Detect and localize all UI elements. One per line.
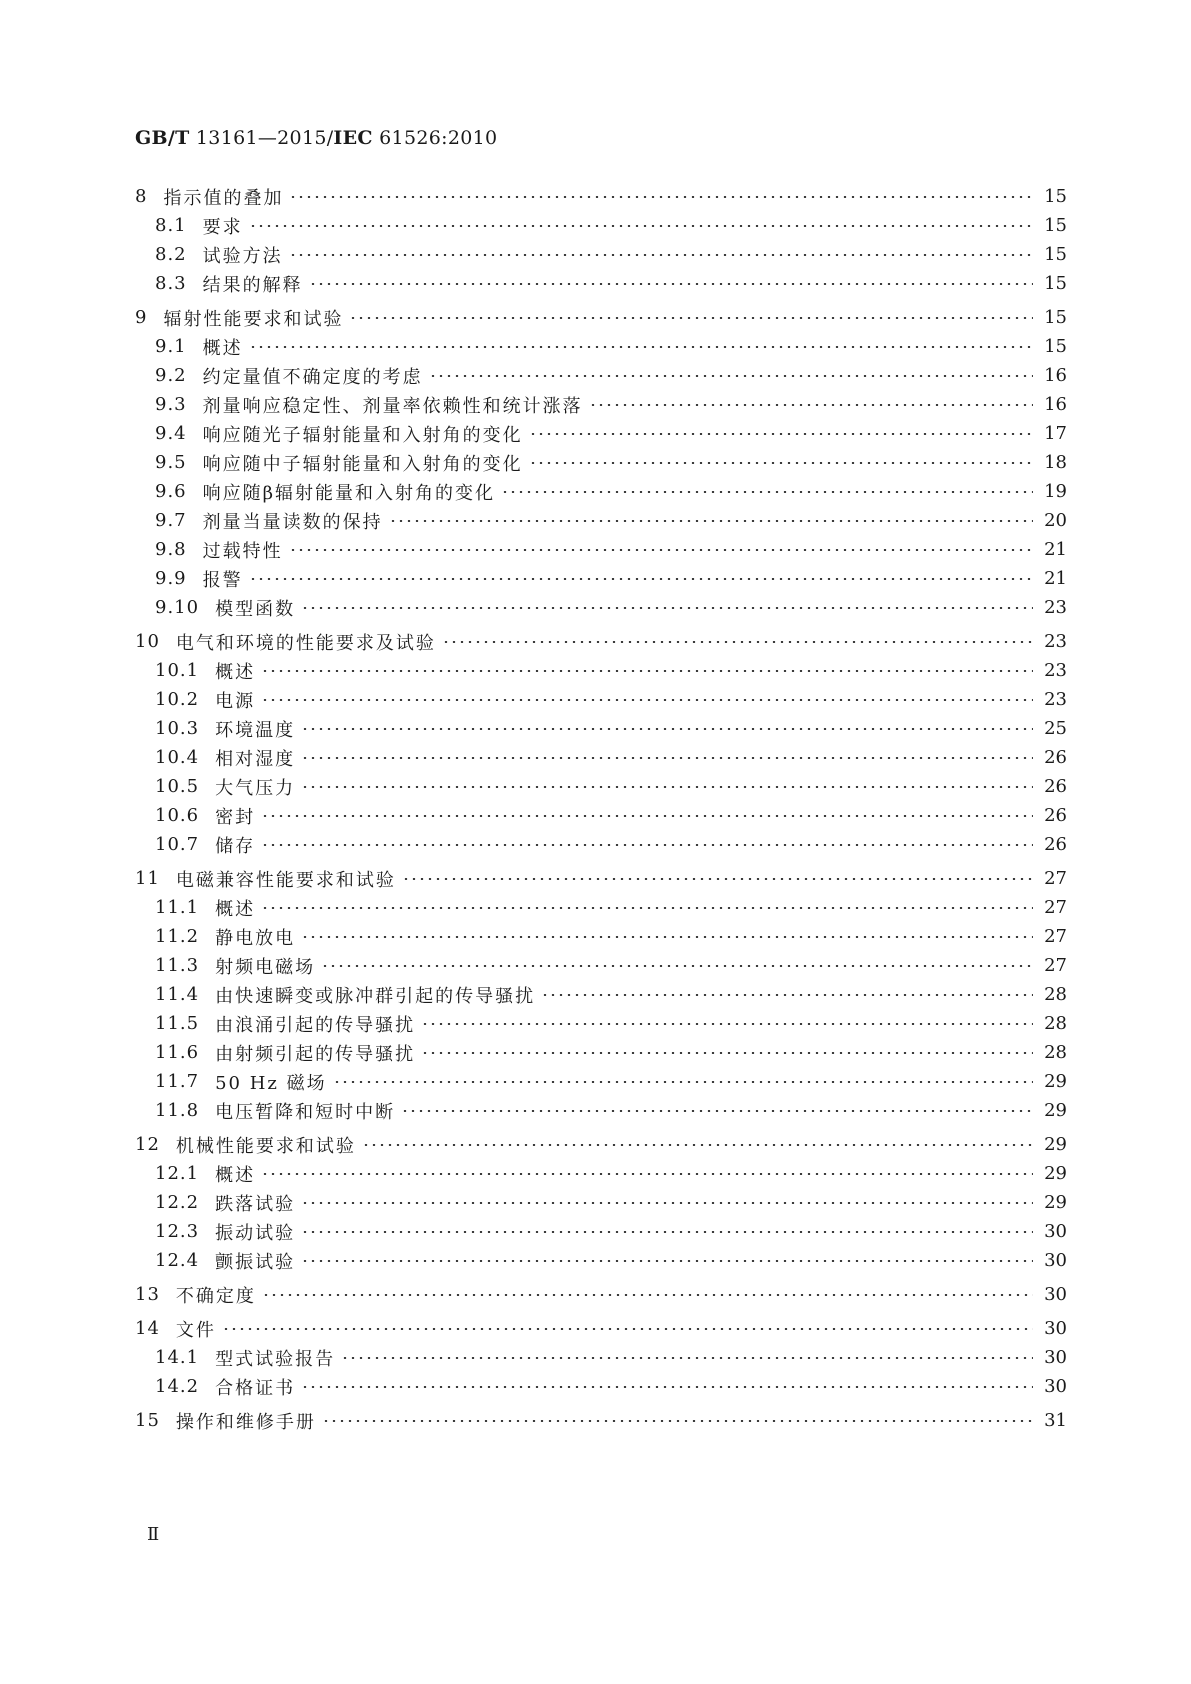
dot-leader bbox=[301, 936, 1033, 938]
toc-entry[interactable] bbox=[135, 1129, 1067, 1160]
toc-entry[interactable] bbox=[135, 239, 1067, 270]
dot-leader bbox=[261, 670, 1033, 672]
toc-entry-page: 21 bbox=[1044, 539, 1067, 560]
toc-entry-number: 11.8 bbox=[155, 1100, 200, 1121]
dot-leader bbox=[261, 815, 1033, 817]
toc-entry-page: 23 bbox=[1044, 631, 1067, 652]
toc-entry-number: 12 bbox=[135, 1134, 160, 1155]
toc-entry-page: 21 bbox=[1044, 568, 1067, 589]
toc-entry-title: 不确定度 bbox=[175, 1285, 256, 1307]
toc-entry-number: 10.2 bbox=[155, 689, 200, 710]
toc-entry-page: 30 bbox=[1044, 1347, 1067, 1368]
toc-entry[interactable] bbox=[135, 892, 1067, 923]
dot-leader bbox=[541, 994, 1033, 996]
toc-entry-title: 环境温度 bbox=[215, 719, 296, 741]
toc-entry-page: 28 bbox=[1044, 1042, 1067, 1063]
toc-entry-title: 电源 bbox=[215, 690, 256, 712]
dot-leader bbox=[301, 757, 1033, 759]
toc-entry-page: 15 bbox=[1044, 273, 1067, 294]
toc-entry-number: 9 bbox=[135, 307, 148, 328]
toc-entry-page: 15 bbox=[1044, 186, 1067, 207]
toc-entry-number: 8.1 bbox=[155, 215, 187, 236]
toc-entry-title: 型式试验报告 bbox=[215, 1348, 336, 1370]
toc-entry[interactable] bbox=[135, 1371, 1067, 1402]
toc-entry[interactable] bbox=[135, 331, 1067, 362]
toc-entry-page: 28 bbox=[1044, 984, 1067, 1005]
dot-leader bbox=[249, 225, 1033, 227]
toc-entry-title: 电气和环境的性能要求及试验 bbox=[175, 632, 436, 654]
toc-entry-number: 12.1 bbox=[155, 1163, 200, 1184]
toc-entry[interactable] bbox=[135, 592, 1067, 623]
toc-entry-number: 14.2 bbox=[155, 1376, 200, 1397]
dot-leader bbox=[529, 462, 1033, 464]
toc-entry-title: 电压暂降和短时中断 bbox=[215, 1101, 396, 1123]
toc-entry[interactable] bbox=[135, 771, 1067, 802]
toc-entry-page: 15 bbox=[1044, 307, 1067, 328]
toc-entry[interactable] bbox=[135, 1279, 1067, 1310]
toc-entry[interactable] bbox=[135, 713, 1067, 744]
toc-entry-number: 10.3 bbox=[155, 718, 200, 739]
dot-leader bbox=[222, 1328, 1033, 1330]
toc-entry-number: 13 bbox=[135, 1284, 160, 1305]
toc-entry-page: 26 bbox=[1044, 776, 1067, 797]
toc-entry-title: 合格证书 bbox=[215, 1377, 296, 1399]
toc-entry-title: 机械性能要求和试验 bbox=[175, 1135, 356, 1157]
toc-entry-title: 试验方法 bbox=[202, 245, 283, 267]
toc-entry-number: 9.5 bbox=[155, 452, 187, 473]
toc-entry-page: 16 bbox=[1044, 365, 1067, 386]
toc-entry-number: 11 bbox=[135, 868, 160, 889]
dot-leader bbox=[301, 1202, 1033, 1204]
toc-entry-title: 相对湿度 bbox=[215, 748, 296, 770]
toc-entry[interactable] bbox=[135, 360, 1067, 391]
dot-leader bbox=[301, 1386, 1033, 1388]
toc-entry-page: 27 bbox=[1044, 868, 1067, 889]
toc-entry-page: 15 bbox=[1044, 336, 1067, 357]
dot-leader bbox=[429, 375, 1033, 377]
toc-entry-number: 11.5 bbox=[155, 1013, 200, 1034]
toc-entry[interactable] bbox=[135, 1095, 1067, 1126]
toc-entry[interactable] bbox=[135, 1158, 1067, 1189]
toc-entry[interactable] bbox=[135, 418, 1067, 449]
standard-code: 13161—2015/ bbox=[195, 127, 334, 149]
dot-leader bbox=[349, 317, 1033, 319]
toc-entry-page: 29 bbox=[1044, 1134, 1067, 1155]
toc-entry-number: 10.1 bbox=[155, 660, 200, 681]
toc-entry[interactable] bbox=[135, 1342, 1067, 1373]
dot-leader bbox=[333, 1081, 1033, 1083]
toc-entry-page: 29 bbox=[1044, 1071, 1067, 1092]
toc-entry-page: 18 bbox=[1044, 452, 1067, 473]
toc-entry[interactable] bbox=[135, 742, 1067, 773]
toc-entry-title: 指示值的叠加 bbox=[163, 187, 284, 209]
toc-entry-number: 10.4 bbox=[155, 747, 200, 768]
toc-entry-page: 19 bbox=[1044, 481, 1067, 502]
dot-leader bbox=[301, 1231, 1033, 1233]
toc-entry[interactable] bbox=[135, 302, 1067, 333]
toc-entry-page: 23 bbox=[1044, 689, 1067, 710]
toc-entry-number: 9.4 bbox=[155, 423, 187, 444]
toc-entry-number: 9.8 bbox=[155, 539, 187, 560]
toc-entry[interactable] bbox=[135, 863, 1067, 894]
toc-entry-page: 28 bbox=[1044, 1013, 1067, 1034]
toc-entry-number: 15 bbox=[135, 1410, 160, 1431]
toc-entry-page: 23 bbox=[1044, 597, 1067, 618]
toc-entry[interactable] bbox=[135, 1008, 1067, 1039]
toc-entry-page: 29 bbox=[1044, 1192, 1067, 1213]
dot-leader bbox=[289, 549, 1033, 551]
toc-entry-title: 响应随光子辐射能量和入射角的变化 bbox=[202, 424, 523, 446]
dot-leader bbox=[362, 1144, 1033, 1146]
toc-entry-title: 颤振试验 bbox=[215, 1251, 296, 1273]
toc-entry-page: 30 bbox=[1044, 1376, 1067, 1397]
toc-entry-number: 10.5 bbox=[155, 776, 200, 797]
toc-entry-number: 8 bbox=[135, 186, 148, 207]
toc-entry-page: 15 bbox=[1044, 215, 1067, 236]
toc-entry-page: 29 bbox=[1044, 1100, 1067, 1121]
toc-entry-page: 26 bbox=[1044, 834, 1067, 855]
dot-leader bbox=[421, 1052, 1033, 1054]
toc-entry-number: 14 bbox=[135, 1318, 160, 1339]
toc-entry-title: 概述 bbox=[202, 337, 243, 359]
toc-entry[interactable] bbox=[135, 505, 1067, 536]
toc-entry-title: 振动试验 bbox=[215, 1222, 296, 1244]
dot-leader bbox=[249, 346, 1033, 348]
dot-leader bbox=[261, 907, 1033, 909]
dot-leader bbox=[261, 1173, 1033, 1175]
toc-entry[interactable] bbox=[135, 684, 1067, 715]
dot-leader bbox=[321, 965, 1033, 967]
toc-entry-number: 12.2 bbox=[155, 1192, 200, 1213]
toc-entry-number: 12.3 bbox=[155, 1221, 200, 1242]
toc-entry-number: 11.1 bbox=[155, 897, 200, 918]
toc-entry-number: 10.7 bbox=[155, 834, 200, 855]
toc-entry-title: 概述 bbox=[215, 898, 256, 920]
dot-leader bbox=[401, 1110, 1033, 1112]
toc-entry-page: 23 bbox=[1044, 660, 1067, 681]
toc-entry[interactable] bbox=[135, 979, 1067, 1010]
toc-entry-title: 储存 bbox=[215, 835, 256, 857]
toc-entry-title: 跌落试验 bbox=[215, 1193, 296, 1215]
toc-entry[interactable] bbox=[135, 1216, 1067, 1247]
dot-leader bbox=[309, 283, 1033, 285]
toc-entry-title: 剂量当量读数的保持 bbox=[202, 511, 383, 533]
toc-entry-title: 要求 bbox=[202, 216, 243, 238]
toc-entry[interactable] bbox=[135, 389, 1067, 420]
toc-entry[interactable] bbox=[135, 1037, 1067, 1068]
toc-entry-number: 9.10 bbox=[155, 597, 200, 618]
toc-entry-title: 结果的解释 bbox=[202, 274, 303, 296]
toc-entry-number: 8.3 bbox=[155, 273, 187, 294]
toc-entry-number: 9.3 bbox=[155, 394, 187, 415]
toc-entry-number: 12.4 bbox=[155, 1250, 200, 1271]
toc-entry-title: 操作和维修手册 bbox=[175, 1411, 316, 1433]
toc-entry[interactable] bbox=[135, 268, 1067, 299]
dot-leader bbox=[501, 491, 1033, 493]
toc-entry-title: 密封 bbox=[215, 806, 256, 828]
toc-entry-title: 约定量值不确定度的考虑 bbox=[202, 366, 423, 388]
toc-entry[interactable] bbox=[135, 1405, 1067, 1436]
toc-entry-title: 概述 bbox=[215, 1164, 256, 1186]
toc-entry-page: 27 bbox=[1044, 955, 1067, 976]
toc-entry-title: 辐射性能要求和试验 bbox=[163, 308, 344, 330]
toc-entry[interactable] bbox=[135, 1066, 1067, 1097]
toc-entry[interactable] bbox=[135, 210, 1067, 241]
toc-entry-page: 16 bbox=[1044, 394, 1067, 415]
toc-entry-title: 电磁兼容性能要求和试验 bbox=[175, 869, 396, 891]
toc-entry[interactable] bbox=[135, 181, 1067, 212]
dot-leader bbox=[289, 196, 1033, 198]
toc-entry[interactable] bbox=[135, 829, 1067, 860]
toc-entry[interactable] bbox=[135, 800, 1067, 831]
dot-leader bbox=[589, 404, 1033, 406]
toc-entry-page: 15 bbox=[1044, 244, 1067, 265]
toc-entry[interactable] bbox=[135, 534, 1067, 565]
toc-entry[interactable] bbox=[135, 563, 1067, 594]
toc-entry-page: 26 bbox=[1044, 805, 1067, 826]
toc-entry-title: 文件 bbox=[175, 1319, 216, 1341]
toc-entry-title: 响应随β辐射能量和入射角的变化 bbox=[202, 482, 496, 504]
toc-entry-page: 30 bbox=[1044, 1250, 1067, 1271]
toc-entry[interactable] bbox=[135, 950, 1067, 981]
toc-entry-number: 9.6 bbox=[155, 481, 187, 502]
toc-entry-page: 26 bbox=[1044, 747, 1067, 768]
iec-code: 61526:2010 bbox=[379, 127, 498, 149]
dot-leader bbox=[289, 254, 1033, 256]
toc-entry-number: 11.3 bbox=[155, 955, 200, 976]
standard-prefix: GB/T bbox=[135, 127, 190, 149]
toc-entry[interactable] bbox=[135, 447, 1067, 478]
dot-leader bbox=[421, 1023, 1033, 1025]
toc-entry-title: 概述 bbox=[215, 661, 256, 683]
dot-leader bbox=[529, 433, 1033, 435]
toc-entry-number: 9.1 bbox=[155, 336, 187, 357]
toc-entry-number: 9.9 bbox=[155, 568, 187, 589]
toc-entry-title: 模型函数 bbox=[215, 598, 296, 620]
dot-leader bbox=[262, 1294, 1033, 1296]
page-number: Ⅱ bbox=[147, 1524, 160, 1545]
dot-leader bbox=[301, 607, 1033, 609]
toc-entry[interactable] bbox=[135, 476, 1067, 507]
toc-entry[interactable] bbox=[135, 1187, 1067, 1218]
toc-entry-number: 11.7 bbox=[155, 1071, 200, 1092]
toc-entry-page: 29 bbox=[1044, 1163, 1067, 1184]
toc-entry-page: 30 bbox=[1044, 1318, 1067, 1339]
toc-entry-number: 11.4 bbox=[155, 984, 200, 1005]
dot-leader bbox=[301, 786, 1033, 788]
dot-leader bbox=[261, 844, 1033, 846]
iec-prefix: IEC bbox=[333, 127, 373, 149]
document-header bbox=[135, 127, 497, 149]
toc-entry[interactable] bbox=[135, 1245, 1067, 1276]
toc-entry[interactable] bbox=[135, 655, 1067, 686]
toc-entry-page: 17 bbox=[1044, 423, 1067, 444]
toc-entry-number: 8.2 bbox=[155, 244, 187, 265]
dot-leader bbox=[442, 641, 1033, 643]
toc-entry-title: 射频电磁场 bbox=[215, 956, 316, 978]
toc-entry-page: 30 bbox=[1044, 1284, 1067, 1305]
toc-entry-title: 响应随中子辐射能量和入射角的变化 bbox=[202, 453, 523, 475]
dot-leader bbox=[261, 699, 1033, 701]
toc-entry-title: 报警 bbox=[202, 569, 243, 591]
dot-leader bbox=[341, 1357, 1033, 1359]
toc-entry-number: 14.1 bbox=[155, 1347, 200, 1368]
toc-entry-title: 大气压力 bbox=[215, 777, 296, 799]
toc-entry-title: 由浪涌引起的传导骚扰 bbox=[215, 1014, 416, 1036]
toc-entry-number: 9.7 bbox=[155, 510, 187, 531]
toc-entry-title: 由射频引起的传导骚扰 bbox=[215, 1043, 416, 1065]
toc-entry-title: 静电放电 bbox=[215, 927, 296, 949]
toc-entry[interactable] bbox=[135, 626, 1067, 657]
toc-entry-page: 25 bbox=[1044, 718, 1067, 739]
toc-entry-page: 20 bbox=[1044, 510, 1067, 531]
toc-entry-title: 50 Hz 磁场 bbox=[215, 1072, 327, 1094]
toc-entry-page: 31 bbox=[1044, 1410, 1067, 1431]
toc-entry-number: 9.2 bbox=[155, 365, 187, 386]
dot-leader bbox=[249, 578, 1033, 580]
toc-entry[interactable] bbox=[135, 1313, 1067, 1344]
toc-entry-number: 10.6 bbox=[155, 805, 200, 826]
toc-entry[interactable] bbox=[135, 921, 1067, 952]
toc-entry-title: 剂量响应稳定性、剂量率依赖性和统计涨落 bbox=[202, 395, 583, 417]
dot-leader bbox=[322, 1420, 1033, 1422]
toc-entry-number: 11.6 bbox=[155, 1042, 200, 1063]
toc-entry-number: 11.2 bbox=[155, 926, 200, 947]
toc-entry-title: 由快速瞬变或脉冲群引起的传导骚扰 bbox=[215, 985, 536, 1007]
toc-entry-page: 30 bbox=[1044, 1221, 1067, 1242]
dot-leader bbox=[301, 1260, 1033, 1262]
dot-leader bbox=[389, 520, 1033, 522]
dot-leader bbox=[402, 878, 1033, 880]
toc-entry-page: 27 bbox=[1044, 926, 1067, 947]
toc-entry-page: 27 bbox=[1044, 897, 1067, 918]
dot-leader bbox=[301, 728, 1033, 730]
toc-entry-number: 10 bbox=[135, 631, 160, 652]
toc-entry-title: 过载特性 bbox=[202, 540, 283, 562]
